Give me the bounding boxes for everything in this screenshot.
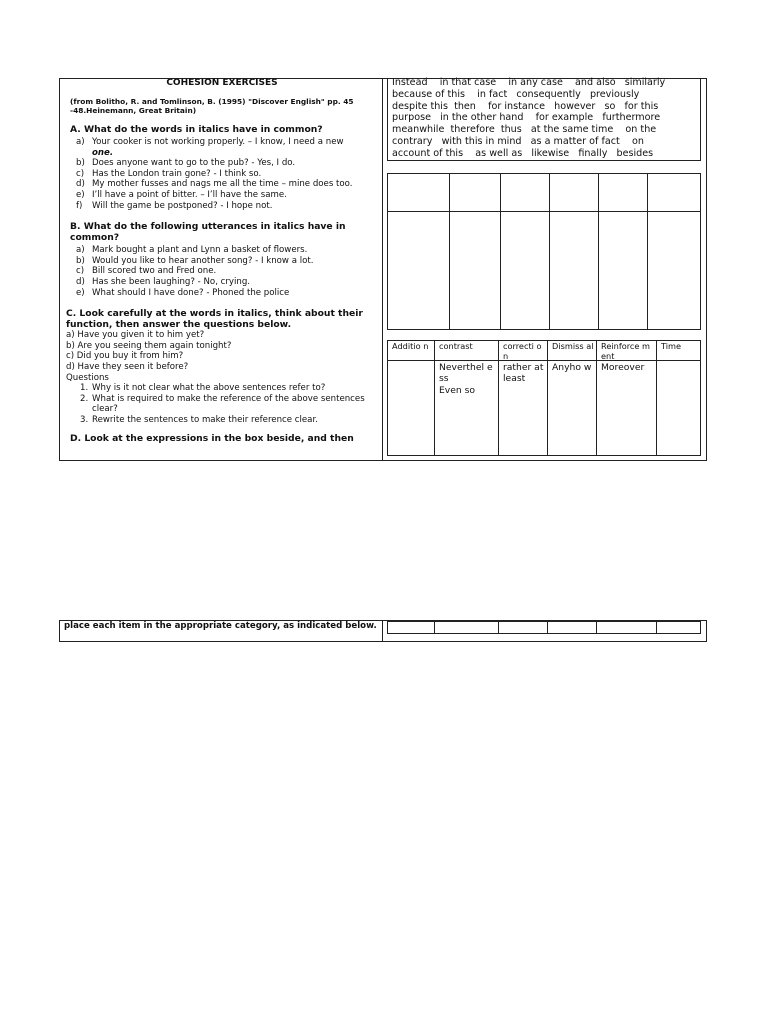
grid-col-line bbox=[449, 173, 450, 330]
expression-line: Instead in that case in any case and also similarly bbox=[392, 77, 666, 88]
category-col-line bbox=[596, 340, 597, 456]
category-value: Moreover bbox=[601, 362, 645, 373]
list-item: d) Has she been laughing? - No, crying. bbox=[76, 277, 251, 288]
list-item: c) Bill scored two and Fred one. bbox=[76, 266, 217, 277]
section-b-heading: B. What do the following utterances in italics have in common? bbox=[70, 221, 346, 243]
category-header: Time bbox=[661, 341, 682, 351]
list-item: a) Mark bought a plant and Lynn a basket of flowers. bbox=[76, 245, 308, 256]
category-col-line bbox=[498, 340, 499, 456]
category-col-line bbox=[656, 340, 657, 456]
list-item: e) I’ll have a point of bitter. – I’ll have the same. bbox=[76, 190, 287, 201]
section-c-line: a) Have you given it to him yet? bbox=[66, 330, 205, 341]
left-column bbox=[66, 78, 378, 444]
category-col-line bbox=[434, 340, 435, 456]
expression-line: account of this as well as likewise finally besides bbox=[392, 147, 654, 159]
section-c-heading: C. Look carefully at the words in italics, think about their function, then answer the questions below. bbox=[66, 308, 363, 330]
category-col-line bbox=[547, 340, 548, 456]
list-item: 2. What is required to make the reference of the above sentences clear? bbox=[80, 393, 365, 415]
list-item: 3. Rewrite the sentences to make their reference clear. bbox=[80, 414, 318, 425]
expression-line: despite this then for instance however so for this bbox=[392, 100, 659, 112]
questions-list bbox=[66, 383, 378, 425]
worksheet-title: COHESION EXERCISES bbox=[166, 78, 278, 88]
list-item: b) Would you like to hear another song? - I know a lot. bbox=[76, 255, 314, 266]
column-divider bbox=[382, 78, 383, 461]
section-a-list bbox=[66, 137, 378, 211]
expression-line: meanwhile therefore thus at the same time on the bbox=[392, 124, 657, 136]
list-item: d) My mother fusses and nags me all the time – mine does too. bbox=[76, 179, 353, 190]
list-item: a) Your cooker is not working properly. – I know, I need a new one. bbox=[76, 137, 344, 158]
section-b-list bbox=[66, 245, 378, 298]
expression-line: contrary with this in mind as a matter of fact on bbox=[392, 135, 644, 147]
grid-row-line bbox=[387, 211, 701, 212]
category-value: Anyho w bbox=[552, 362, 592, 373]
expression-box-text bbox=[392, 77, 698, 160]
list-item: 1. Why is it not clear what the above sentences refer to? bbox=[80, 383, 326, 394]
category-header: Additio n bbox=[392, 341, 429, 351]
category-header: correcti on bbox=[503, 341, 542, 361]
empty-grid bbox=[387, 173, 701, 330]
category-value: Neverthel ess bbox=[439, 362, 493, 384]
section-d-continuation: place each item in the appropriate category, as indicated below. bbox=[64, 621, 377, 631]
list-item: b) Does anyone want to go to the pub? - Yes, I do. bbox=[76, 158, 296, 169]
continuation-col-line bbox=[498, 621, 499, 634]
list-item: c) Has the London train gone? - I think so. bbox=[76, 168, 262, 179]
section-c-line: b) Are you seeing them again tonight? bbox=[66, 340, 232, 351]
continuation-col-line bbox=[656, 621, 657, 634]
continuation-col-line bbox=[547, 621, 548, 634]
section-d-heading: D. Look at the expressions in the box beside, and then bbox=[70, 432, 354, 444]
category-header: Dismiss al bbox=[552, 341, 594, 351]
list-item: f) Will the game be postponed? - I hope not. bbox=[76, 200, 273, 211]
section-a-heading: A. What do the words in italics have in common? bbox=[70, 123, 323, 135]
questions-label: Questions bbox=[66, 372, 109, 383]
expression-line: because of this in fact consequently previously bbox=[392, 88, 640, 100]
section-c-line: d) Have they seen it before? bbox=[66, 362, 189, 372]
category-value: Even so bbox=[439, 385, 476, 396]
section-c-line: c) Did you buy it from him? bbox=[66, 351, 184, 362]
list-item: e) What should I have done? - Phoned the police bbox=[76, 287, 290, 298]
grid-col-line bbox=[647, 173, 648, 330]
list-item-continuation: one. bbox=[92, 147, 114, 158]
category-header: contrast bbox=[439, 341, 473, 351]
source-citation: (from Bolitho, R. and Tomlinson, B. (1995) "Discover English" pp. 45 -48.Heinemann, Great Britain) bbox=[70, 96, 354, 116]
category-header: Reinforce ment bbox=[601, 341, 651, 361]
continuation-col-line bbox=[434, 621, 435, 634]
grid-col-line bbox=[549, 173, 550, 330]
continuation-divider bbox=[382, 620, 383, 642]
category-value: rather at least bbox=[503, 362, 544, 384]
grid-col-line bbox=[598, 173, 599, 330]
continuation-col-line bbox=[596, 621, 597, 634]
expression-line: purpose in the other hand for example furthermore bbox=[392, 112, 661, 124]
grid-col-line bbox=[500, 173, 501, 330]
